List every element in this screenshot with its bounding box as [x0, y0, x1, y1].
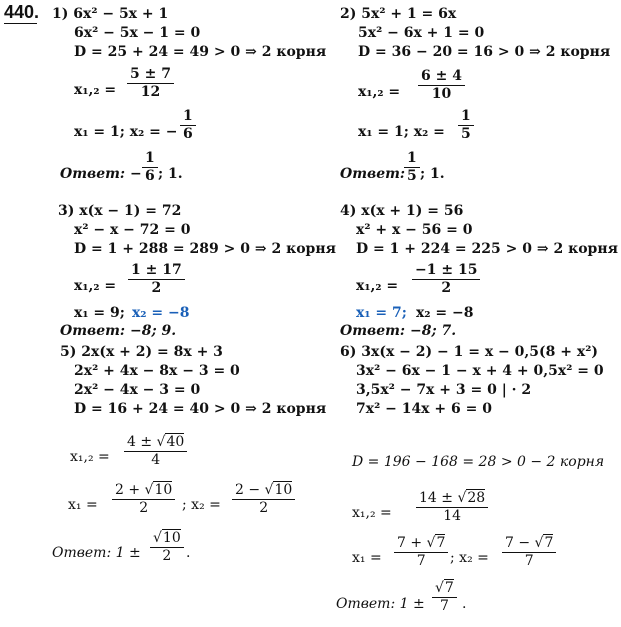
p2-line1: 2) 5x² + 1 = 6x: [340, 6, 457, 22]
p1-answer-numerator: 1: [142, 150, 158, 168]
p4-x12-fraction: [412, 262, 480, 297]
p6-answer-denominator: 7: [439, 598, 449, 614]
p6-x1-radicand: 7: [436, 535, 446, 551]
p4-x12-denominator: 2: [441, 280, 452, 296]
p6-x2-label: ; x₂ =: [450, 550, 489, 566]
p5-answer-fraction: [150, 530, 184, 565]
problem-number: 440.: [4, 2, 40, 22]
p6-x12-numerator: 14 ± √28: [416, 490, 488, 508]
p5-line4: D = 16 + 24 = 40 > 0 ⇒ 2 корня: [74, 401, 327, 417]
p6-line5: D = 196 − 168 = 28 > 0 − 2 корня: [352, 454, 605, 470]
p6-x1-num-lead: 7 +: [397, 535, 423, 551]
p1-answer-tail: ; 1.: [158, 166, 183, 182]
p2-answer-fraction: [404, 150, 420, 185]
p4-x12-numerator: −1 ± 15: [412, 262, 480, 280]
p2-answer-numerator: 1: [404, 150, 420, 168]
p6-x1-denominator: 7: [416, 553, 426, 569]
p6-x2-fraction: [502, 535, 556, 570]
p5-x12-label: x₁,₂ =: [70, 449, 110, 465]
p5-x2-numerator: 2 − √10: [232, 482, 295, 500]
p6-answer-radicand: 7: [444, 580, 454, 596]
p6-line1: 6) 3x(x − 2) − 1 = x − 0,5(8 + x²): [340, 344, 598, 360]
p6-x1-label: x₁ =: [352, 550, 382, 566]
p5-x12-denominator: 4: [151, 452, 161, 468]
p3-x12-label: x₁,₂ =: [74, 278, 117, 294]
p5-x2-num-lead: 2 −: [235, 482, 261, 498]
p6-answer-numerator: √7: [432, 580, 457, 598]
p6-x12-label: x₁,₂ =: [352, 505, 392, 521]
p1-roots: x₁ = 1; x₂ = −: [74, 124, 178, 140]
p2-root-fraction: [458, 108, 474, 143]
p6-x12-fraction: [416, 490, 488, 525]
p3-x12-denominator: 2: [151, 280, 162, 296]
p5-x2-radicand: 10: [274, 482, 293, 498]
p4-answer: Ответ: −8; 7.: [340, 323, 457, 339]
p5-x1-fraction: [112, 482, 175, 517]
p4-line2: x² + x − 56 = 0: [356, 222, 473, 238]
p1-line1: 1) 6x² − 5x + 1: [52, 6, 169, 22]
p5-x12-numerator: 4 ± √40: [124, 434, 187, 452]
p2-line2: 5x² − 6x + 1 = 0: [358, 25, 485, 41]
p5-x1-label: x₁ =: [68, 497, 98, 513]
p5-line2: 2x² + 4x − 8x − 3 = 0: [74, 363, 240, 379]
p3-line1: 3) x(x − 1) = 72: [58, 203, 182, 219]
p2-x12-fraction: [418, 68, 465, 103]
p2-answer-label: Ответ:: [340, 166, 406, 182]
p5-line1: 5) 2x(x + 2) = 8x + 3: [60, 344, 223, 360]
p2-x12-denominator: 10: [431, 86, 452, 102]
p5-answer-numerator: √10: [150, 530, 184, 548]
p5-x2-label: ; x₂ =: [182, 497, 221, 513]
p2-roots: x₁ = 1; x₂ =: [358, 124, 445, 140]
p3-answer: Ответ: −8; 9.: [60, 323, 177, 339]
p3-line2: x² − x − 72 = 0: [74, 222, 191, 238]
p3-x12-numerator: 1 ± 17: [128, 262, 185, 280]
p6-answer-label: Ответ: 1 ±: [336, 596, 425, 612]
p5-x1-numerator: 2 + √10: [112, 482, 175, 500]
p3-root1: x₁ = 9;: [74, 305, 125, 321]
p2-line3: D = 36 − 20 = 16 > 0 ⇒ 2 корня: [358, 44, 611, 60]
p3-line3: D = 1 + 288 = 289 > 0 ⇒ 2 корня: [74, 241, 336, 257]
p6-answer-fraction: [432, 580, 457, 615]
p1-line2: 6x² − 5x − 1 = 0: [74, 25, 201, 41]
p1-answer-fraction: [142, 150, 158, 185]
p1-x12-label: x₁,₂ =: [74, 82, 117, 98]
p5-answer-denominator: 2: [162, 548, 172, 564]
p4-x12-label: x₁,₂ =: [356, 278, 399, 294]
p6-x2-radicand: 7: [544, 535, 554, 551]
p1-line3: D = 25 + 24 = 49 > 0 ⇒ 2 корня: [74, 44, 327, 60]
p4-line1: 4) x(x + 1) = 56: [340, 203, 464, 219]
p6-x2-numerator: 7 − √7: [502, 535, 556, 553]
p5-answer-label: Ответ: 1 ±: [52, 545, 141, 561]
p1-root-fraction: [180, 108, 196, 143]
p5-x1-num-lead: 2 +: [115, 482, 141, 498]
p5-answer-tail: .: [186, 545, 191, 561]
p5-x2-fraction: [232, 482, 295, 517]
p6-x12-radicand: 28: [467, 490, 486, 506]
p4-root1: x₁ = 7;: [356, 305, 407, 321]
p6-x1-fraction: [394, 535, 448, 570]
p6-x12-denominator: 14: [443, 508, 462, 524]
p5-x12-radicand: 40: [166, 434, 185, 450]
p6-line3: 3,5x² − 7x + 3 = 0 | · 2: [356, 382, 532, 398]
p5-line3: 2x² − 4x − 3 = 0: [74, 382, 201, 398]
p6-line4: 7x² − 14x + 6 = 0: [356, 401, 492, 417]
p6-line2: 3x² − 6x − 1 − x + 4 + 0,5x² = 0: [356, 363, 604, 379]
p1-root-denominator: 6: [183, 126, 193, 142]
p1-root-numerator: 1: [180, 108, 196, 126]
p6-x2-denominator: 7: [524, 553, 534, 569]
p3-root2: x₂ = −8: [132, 305, 190, 321]
p5-x12-fraction: [124, 434, 187, 469]
p2-answer-denominator: 5: [407, 168, 417, 184]
p6-answer-tail: .: [462, 596, 467, 612]
p1-answer-denominator: 6: [145, 168, 155, 184]
p1-answer-label: Ответ: −: [60, 166, 142, 182]
p5-x12-num-lead: 4 ±: [127, 434, 153, 450]
p1-x12-fraction: [127, 66, 174, 101]
p5-x1-denominator: 2: [139, 500, 149, 516]
p2-x12-numerator: 6 ± 4: [418, 68, 465, 86]
p4-line3: D = 1 + 224 = 225 > 0 ⇒ 2 корня: [356, 241, 618, 257]
p2-root-denominator: 5: [461, 126, 471, 142]
p3-x12-fraction: [128, 262, 185, 297]
p1-x12-numerator: 5 ± 7: [127, 66, 174, 84]
p5-x1-radicand: 10: [154, 482, 173, 498]
p6-x2-num-lead: 7 −: [505, 535, 531, 551]
p5-x2-denominator: 2: [259, 500, 269, 516]
p4-root2: x₂ = −8: [416, 305, 474, 321]
p6-x1-numerator: 7 + √7: [394, 535, 448, 553]
p1-x12-denominator: 12: [140, 84, 161, 100]
p5-answer-radicand: 10: [162, 530, 181, 546]
p2-root-numerator: 1: [458, 108, 474, 126]
p6-x12-num-lead: 14 ±: [419, 490, 453, 506]
p2-answer-tail: ; 1.: [420, 166, 445, 182]
p2-x12-label: x₁,₂ =: [358, 84, 401, 100]
